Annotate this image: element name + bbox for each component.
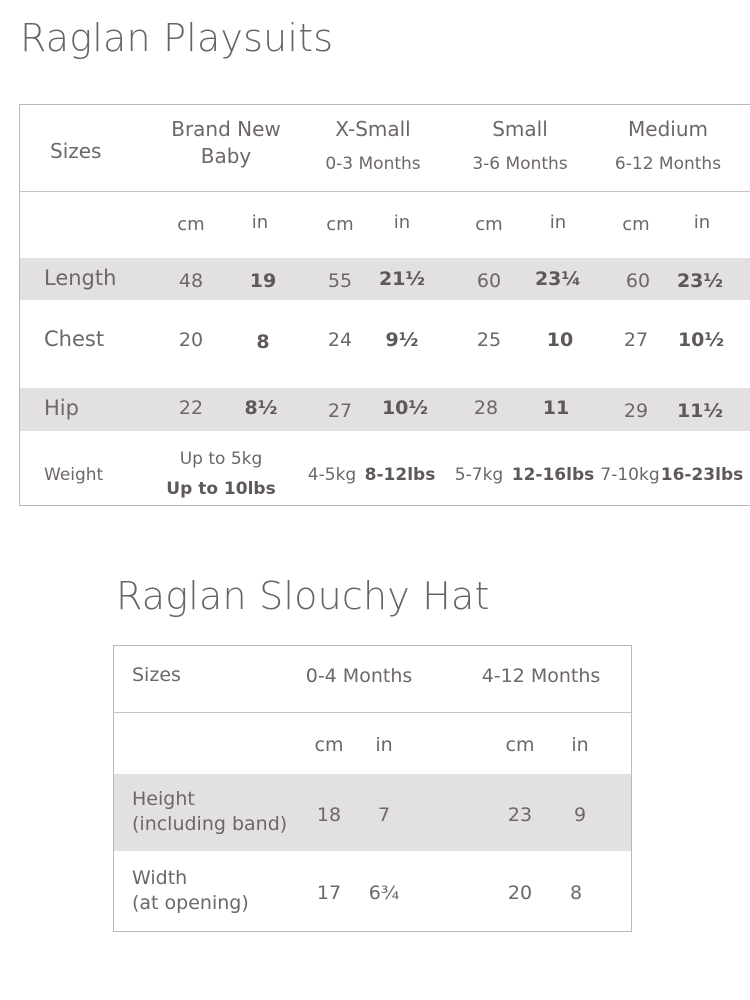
weight-kg-value: 7-10kg xyxy=(600,465,660,485)
height-value: 18 xyxy=(316,804,342,826)
column-range-medium: 6-12 Months xyxy=(614,154,722,174)
unit-cm: cm xyxy=(177,214,205,235)
chest-value: 27 xyxy=(623,329,649,351)
hip-value: 28 xyxy=(473,397,499,419)
unit-in: in xyxy=(251,212,269,233)
row-label-weight: Weight xyxy=(44,465,104,485)
length-value: 21½ xyxy=(378,268,426,290)
chest-value: 10½ xyxy=(677,329,725,351)
length-value: 55 xyxy=(327,270,353,292)
height-value: 23 xyxy=(507,804,533,826)
chest-value: 9½ xyxy=(385,329,419,351)
unit-cm: cm xyxy=(475,214,503,235)
width-value: 20 xyxy=(507,882,533,904)
width-value: 6¾ xyxy=(368,882,400,904)
hip-value: 11½ xyxy=(676,400,724,422)
hip-value: 27 xyxy=(327,400,353,422)
hip-value: 11 xyxy=(542,397,570,419)
chest-value: 10 xyxy=(546,329,574,351)
unit-in: in xyxy=(393,212,411,233)
length-value: 23¼ xyxy=(534,268,582,290)
chest-value: 8 xyxy=(256,331,270,353)
length-value: 60 xyxy=(625,270,651,292)
row-label-width-note: (at opening) xyxy=(132,892,249,914)
column-header-medium: Medium xyxy=(628,117,708,141)
table-row-width xyxy=(114,851,631,931)
column-range-x-small: 0-3 Months xyxy=(325,154,421,174)
chest-value: 24 xyxy=(327,329,353,351)
hip-value: 29 xyxy=(623,400,649,422)
length-value: 48 xyxy=(178,270,204,292)
weight-lbs-value: Up to 10lbs xyxy=(166,479,276,499)
chest-value: 20 xyxy=(178,329,204,351)
length-value: 60 xyxy=(476,270,502,292)
row-label-height-note: (including band) xyxy=(132,813,288,835)
sizes-header-label: Sizes xyxy=(50,139,102,163)
table-header-row xyxy=(114,646,631,712)
length-value: 19 xyxy=(249,270,277,292)
playsuits-size-table xyxy=(19,104,750,506)
column-header-4-12-months: 4-12 Months xyxy=(481,665,601,687)
weight-kg-value: Up to 5kg xyxy=(179,449,263,469)
hip-value: 22 xyxy=(178,397,204,419)
unit-cm: cm xyxy=(326,214,354,235)
weight-kg-value: 4-5kg xyxy=(307,465,357,485)
column-header-small: Small xyxy=(492,117,548,141)
hat-title: Raglan Slouchy Hat xyxy=(116,574,490,618)
table-row-height xyxy=(114,774,631,851)
playsuits-title: Raglan Playsuits xyxy=(20,16,334,60)
row-label-hip: Hip xyxy=(44,396,79,420)
length-value: 23½ xyxy=(676,270,724,292)
unit-in: in xyxy=(549,212,567,233)
unit-cm: cm xyxy=(505,734,535,756)
weight-lbs-value: 8-12lbs xyxy=(364,465,436,485)
weight-lbs-value: 12-16lbs xyxy=(511,465,595,485)
column-range-small: 3-6 Months xyxy=(472,154,568,174)
units-row xyxy=(114,713,631,774)
weight-kg-value: 5-7kg xyxy=(454,465,504,485)
row-label-chest: Chest xyxy=(44,327,105,351)
width-value: 8 xyxy=(569,882,583,904)
sizes-header-label: Sizes xyxy=(132,664,181,686)
row-label-width: Width xyxy=(132,867,188,889)
column-header-brand-new-baby: Brand New xyxy=(171,117,281,141)
units-row xyxy=(20,192,750,258)
hip-value: 10½ xyxy=(381,397,429,419)
unit-in: in xyxy=(693,212,711,233)
hip-value: 8½ xyxy=(244,397,278,419)
unit-in: in xyxy=(375,734,393,756)
column-header-x-small: X-Small xyxy=(335,117,411,141)
row-label-height: Height xyxy=(132,788,195,810)
unit-cm: cm xyxy=(314,734,344,756)
hat-size-table xyxy=(113,645,632,932)
table-header-row xyxy=(20,105,750,191)
height-value: 7 xyxy=(377,804,391,826)
column-header-brand-new-baby-line2: Baby xyxy=(200,144,252,168)
width-value: 17 xyxy=(316,882,342,904)
table-row-hip xyxy=(20,388,750,431)
weight-lbs-value: 16-23lbs xyxy=(660,465,744,485)
table-row-chest xyxy=(20,300,750,388)
table-row-weight xyxy=(20,431,750,507)
height-value: 9 xyxy=(573,804,587,826)
row-label-length: Length xyxy=(44,266,117,290)
column-header-0-4-months: 0-4 Months xyxy=(305,665,413,687)
unit-in: in xyxy=(571,734,589,756)
chest-value: 25 xyxy=(476,329,502,351)
unit-cm: cm xyxy=(622,214,650,235)
table-row-length xyxy=(20,258,750,300)
